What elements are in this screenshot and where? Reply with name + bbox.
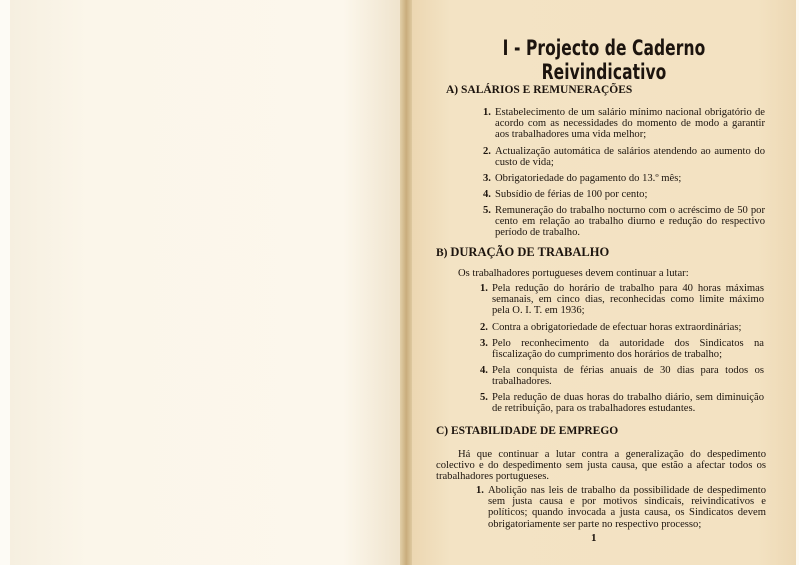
section-a-item-5	[483, 205, 765, 239]
section-a-item-3	[483, 173, 765, 184]
blank-left-page	[10, 0, 402, 565]
item-number: 1.	[480, 283, 488, 294]
item-text: Pela redução de duas horas do trabalho diário, sem diminuição de retribuição, para os trabalhadores estudantes.	[492, 392, 764, 415]
item-text: Abolição nas leis de trabalho da possibilidade de despedimento sem justa causa e por motivos sindicais, reivindicativos e políticos; quando invocada a justa causa, os Sindicatos devem obrigatoriamente ser parte no respectivo processo;	[488, 485, 766, 530]
page-number: 1	[591, 532, 597, 544]
section-a-item-1	[483, 107, 765, 141]
right-page	[412, 0, 796, 565]
item-number: 5.	[480, 392, 488, 403]
section-b-prefix: B)	[436, 247, 448, 259]
section-a-item-2	[483, 146, 765, 169]
item-number: 3.	[483, 173, 491, 184]
section-b-item-4	[480, 365, 764, 388]
item-text: Contra a obrigatoriedade de efectuar horas extraordinárias;	[492, 322, 742, 333]
section-b-title: DURAÇÃO DE TRABALHO	[450, 245, 610, 259]
item-text: Obrigatoriedade do pagamento do 13.º mês;	[495, 173, 682, 184]
section-b-item-1	[480, 283, 764, 317]
item-text: Estabelecimento de um salário mínimo nacional obrigatório de acordo com as necessidades do momento de modo a garantir aos trabalhadores uma vida melhor;	[495, 107, 765, 141]
section-b-intro: Os trabalhadores portugueses devem continuar a lutar:	[458, 268, 689, 279]
item-text: Subsídio de férias de 100 por cento;	[495, 189, 648, 200]
section-b-item-3	[480, 338, 764, 361]
item-text: Remuneração do trabalho nocturno com o acréscimo de 50 por cento em relação ao trabalho diurno e redução do respectivo período de trabalho.	[495, 205, 765, 239]
item-number: 1.	[483, 107, 491, 118]
section-c-item-1	[476, 485, 766, 530]
item-number: 2.	[483, 146, 491, 157]
section-c-heading: C) ESTABILIDADE DE EMPREGO	[436, 425, 619, 437]
item-text: Pela conquista de férias anuais de 30 dias para todos os trabalhadores.	[492, 365, 764, 388]
item-text: Pela redução do horário de trabalho para 40 horas máximas semanais, em cinco dias, reconhecidas como limite máximo pela O. I. T. em 1936;	[492, 283, 764, 317]
item-number: 4.	[480, 365, 488, 376]
section-b-item-5	[480, 392, 764, 415]
section-c-intro: Há que continuar a lutar contra a generalização do despedimento colectivo e do despedimento sem justa causa, que estão a afectar todos os trabalhadores portugueses.	[436, 449, 766, 483]
item-number: 3.	[480, 338, 488, 349]
item-number: 4.	[483, 189, 491, 200]
section-a-heading: A) SALÁRIOS E REMUNERAÇÕES	[446, 84, 633, 96]
section-b-heading	[436, 245, 609, 260]
section-a-item-4	[483, 189, 765, 200]
item-text: Actualização automática de salários atendendo ao aumento do custo de vida;	[495, 146, 765, 169]
section-b-item-2	[480, 322, 764, 333]
page-title: I - Projecto de Caderno Reivindicativo	[502, 36, 706, 84]
item-number: 5.	[483, 205, 491, 216]
item-number: 2.	[480, 322, 488, 333]
item-number: 1.	[476, 485, 484, 496]
item-text: Pelo reconhecimento da autoridade dos Sindicatos na fiscalização do cumprimento dos horários de trabalho;	[492, 338, 764, 361]
